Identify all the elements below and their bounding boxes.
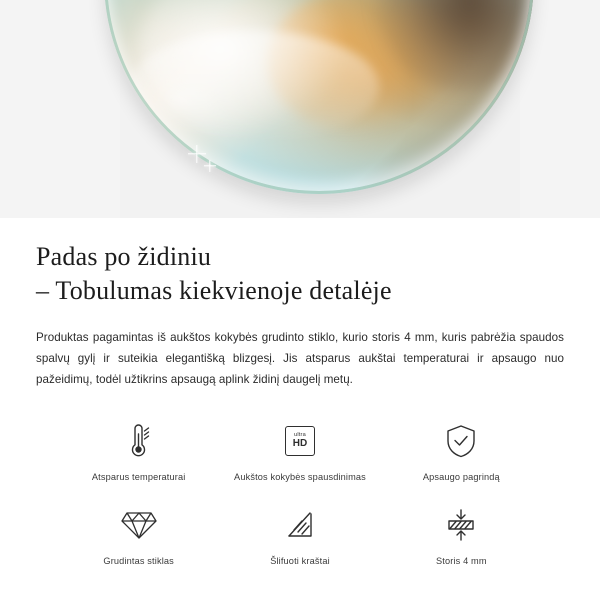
feature-item-temperature-resistant [58, 418, 219, 482]
thickness-icon [433, 502, 489, 548]
feature-label: Atsparus temperaturai [91, 471, 186, 482]
feature-item-tempered-glass [58, 502, 219, 566]
description-paragraph: Produktas pagamintas iš aukštos kokybės grudinto stiklo, kurio storis 4 mm, kuris pabrėžia spaudos spalvų gylį ir suteikia elegantišką blizgesį. Jis atsparus aukštai temperaturai ir apsaugo nuo pažeidimų, todėl užtikrins apsaugą aplink židinį daugelį metų. [36, 330, 564, 386]
feature-item-polished-edges [219, 502, 380, 566]
feature-label: Apsaugo pagrindą [422, 471, 500, 482]
glass-edge-ring [104, 0, 534, 194]
feature-item-print-quality [219, 418, 380, 482]
headline-line-2: – Tobulumas kiekvienoje detalėje [36, 276, 392, 306]
hero-background-left [0, 0, 120, 218]
feature-label: Storis 4 mm [435, 555, 487, 566]
feature-item-thickness [381, 502, 542, 566]
feature-item-surface-protection [381, 418, 542, 482]
thermometer-icon [111, 418, 167, 464]
feature-grid [36, 418, 564, 566]
headline-line-1: Padas po židiniu [36, 242, 212, 271]
glass-disc-product-image [104, 0, 534, 194]
ultra-hd-badge-bottom: HD [292, 438, 308, 450]
shield-check-icon [433, 418, 489, 464]
page-title [36, 218, 564, 309]
feature-label: Grudintas stiklas [103, 555, 174, 566]
ultra-hd-badge-top: ultra [294, 431, 306, 438]
feature-label: Šlifuoti kraštai [270, 555, 330, 566]
ultra-hd-icon [272, 418, 328, 464]
feature-label: Aukštos kokybės spausdinimas [234, 471, 366, 482]
content-section [0, 218, 600, 566]
diamond-icon [111, 502, 167, 548]
hero-image [0, 0, 600, 218]
polished-edges-icon [272, 502, 328, 548]
